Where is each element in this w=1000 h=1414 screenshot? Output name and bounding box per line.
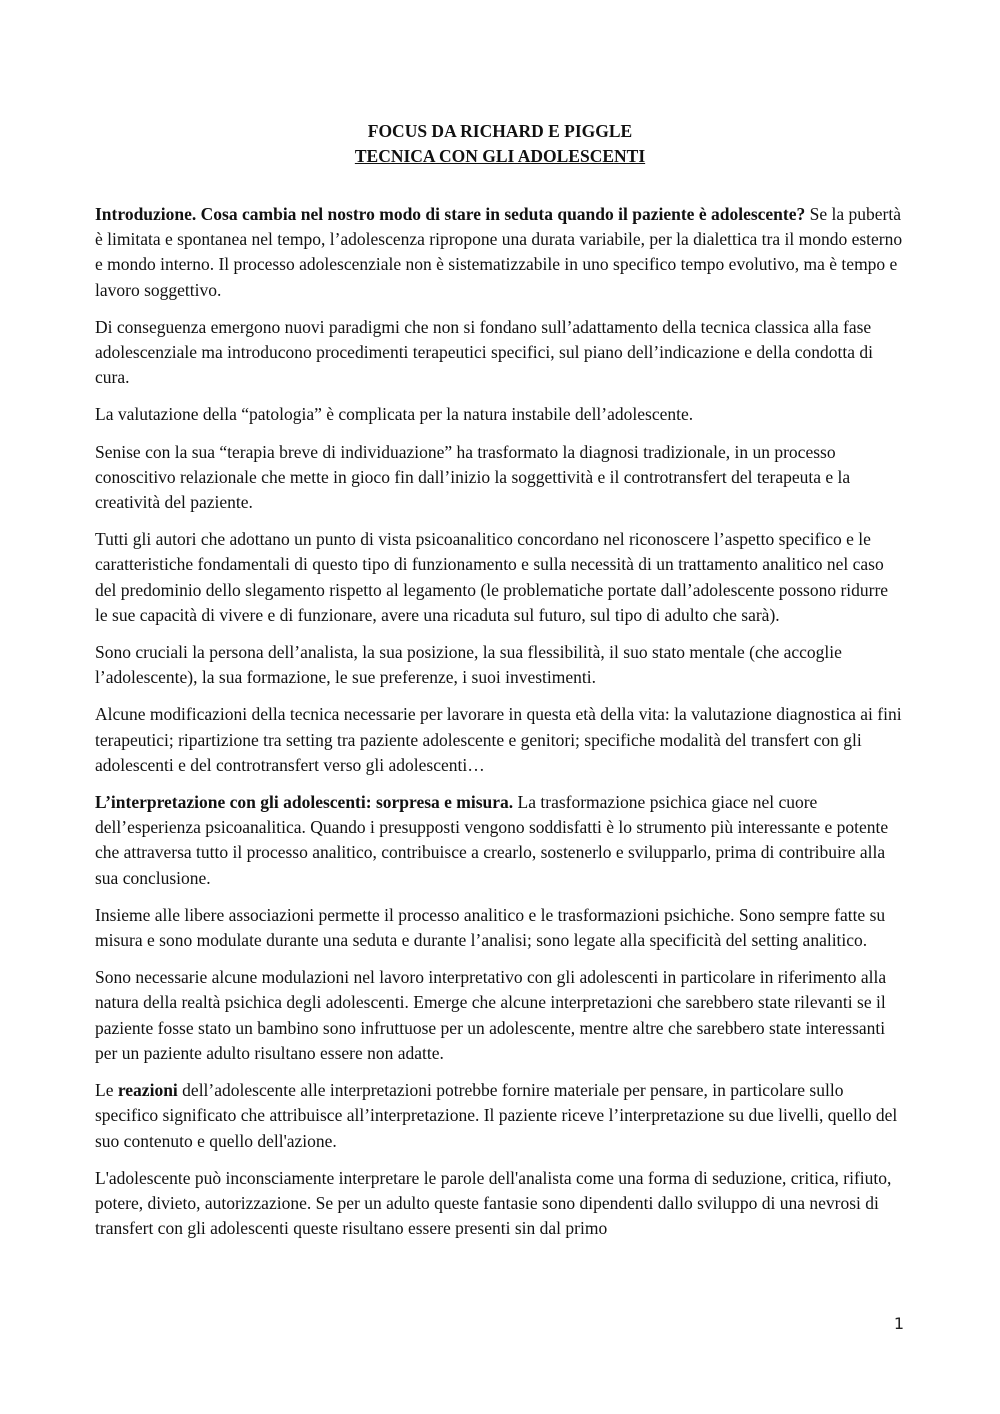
paragraph: Tutti gli autori che adottano un punto di vista psicoanalitico concordano nel riconoscere l’aspetto specifico e le caratteristiche fondamentali di questo tipo di funzionamento e sulla necessità di un trattamento analitico nel caso del predominio dello slegamento rispetto al legamento (le problematiche portate dall’adolescente possono ridurre le sue capacità di vivere e di funzionare, avere una ricaduta sul futuro, sul tipo di adulto che sarà). [95,529,889,625]
document-subtitle: TECNICA CON GLI ADOLESCENTI [354,146,646,166]
paragraph-lead: Introduzione. Cosa cambia nel nostro modo di stare in seduta quando il paziente è adolescente? [95,204,806,224]
paragraph: Sono necessarie alcune modulazioni nel lavoro interpretativo con gli adolescenti in particolare in riferimento alla natura della realtà psichica degli adolescenti. Emerge che alcune interpretazioni che sarebbero state rilevanti se il paziente fosse stato un bambino sono infruttuose per un adolescente, mentre altre che sarebbero state interessanti per un paziente adulto risultano essere non adatte. [95,967,887,1063]
paragraph-pre: Le [95,1080,118,1101]
paragraph-lead: L’interpretazione con gli adolescenti: sorpresa e misura. [95,792,514,813]
paragraph-text: dell’adolescente alle interpretazioni potrebbe fornire materiale per pensare, in particolare sullo specifico significato che attribuisce all’interpretazione. Il paziente riceve l’interpretazione su due livelli, quello del suo contenuto e quello dell'azione. [95,1080,898,1151]
paragraph: Sono cruciali la persona dell’analista, la sua posizione, la sua flessibilità, il suo stato mentale (che accoglie l’adolescente), la sua formazione, le sue preferenze, i suoi investimenti. [95,642,842,688]
document-page [95,119,905,1253]
paragraph: Alcune modificazioni della tecnica necessarie per lavorare in questa età della vita: la valutazione diagnostica ai fini terapeutici; ripartizione tra setting tra paziente adolescente e genitori; specifiche modalità del transfert con gli adolescenti e del controtransfert verso gli adolescenti… [95,704,902,775]
document-title: FOCUS DA RICHARD E PIGGLE [367,121,633,141]
paragraph: Di conseguenza emergono nuovi paradigmi che non si fondano sull’adattamento della tecnica classica alla fase adolescenziale ma introducono procedimenti terapeutici specifici, sul piano dell’indicazione e della condotta di cura. [95,316,873,388]
paragraph-interpretazione [95,790,905,891]
paragraph-bold-word: reazioni [117,1080,178,1101]
paragraph-reazioni [95,1078,905,1154]
paragraph: L'adolescente può inconsciamente interpretare le parole dell'analista come una forma di seduzione, critica, rifiuto, potere, divieto, autorizzazione. Se per un adulto queste fantasie sono dipendenti dallo sviluppo di una nevrosi di transfert con gli adolescenti queste risultano essere presenti sin dal primo [95,1167,892,1239]
paragraph-text: La trasformazione psichica giace nel cuore dell’esperienza psicoanalitica. Quando i presupposti vengono soddisfatti è lo strumento più interessante e potente che attraversa tutto il processo analitico, contribuisce a crearlo, sostenerlo e svilupparlo, prima di contribuire alla sua conclusione. [95,792,889,888]
paragraph: Insieme alle libere associazioni permette il processo analitico e le trasformazioni psichiche. Sono sempre fatte su misura e sono modulate durante una seduta e durante l’analisi; sono legate alla specificità del setting analitico. [95,904,886,951]
paragraph-introduzione [95,202,905,303]
paragraph: La valutazione della “patologia” è complicata per la natura instabile dell’adolescente. [95,404,694,425]
page-number: 1 [893,1314,904,1333]
paragraph: Senise con la sua “terapia breve di individuazione” ha trasformato la diagnosi tradizionale, in un processo conoscitivo relazionale che mette in gioco fin dall’inizio la soggettività e il controtransfert del terapeuta e la creatività del paziente. [95,441,851,513]
paragraph-text: Se la pubertà è limitata e spontanea nel tempo, l’adolescenza ripropone una durata variabile, per la dialettica tra il mondo esterno e mondo interno. Il processo adolescenziale non è sistematizzabile in uno specifico tempo evolutivo, ma è tempo e lavoro soggettivo. [95,204,903,300]
